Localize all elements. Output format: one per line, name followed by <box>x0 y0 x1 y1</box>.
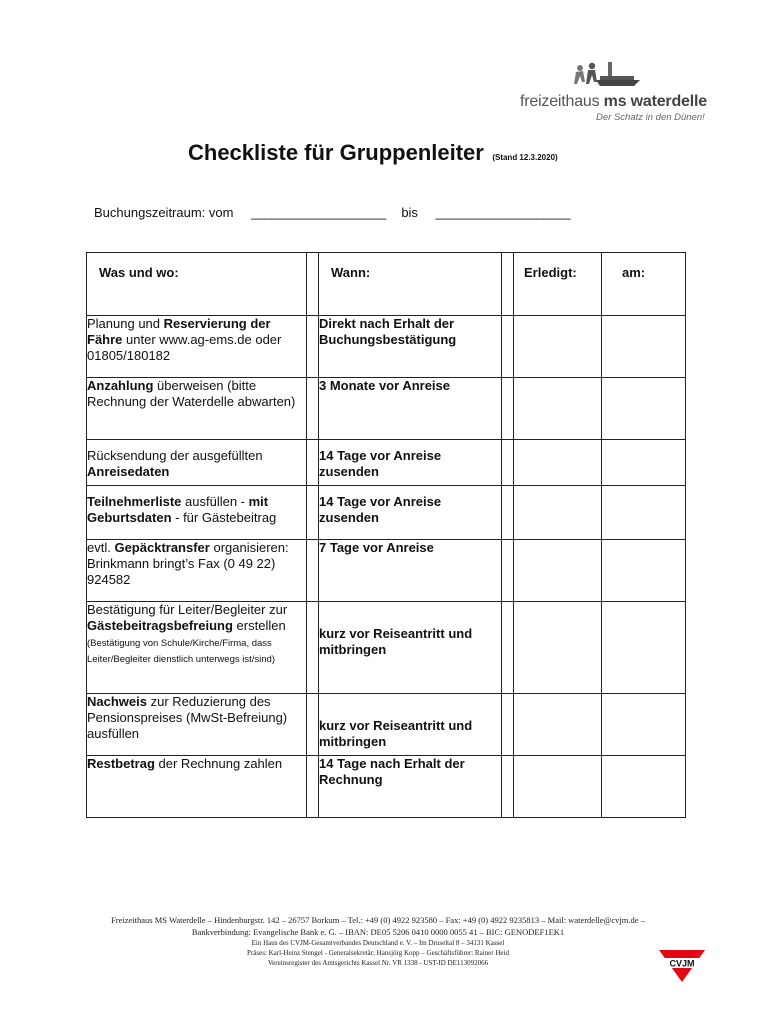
deadline-cell: Direkt nach Erhalt der Buchungsbestätigung <box>319 316 502 378</box>
spacer-cell <box>307 602 319 694</box>
done-checkbox-cell[interactable] <box>514 486 602 540</box>
done-date-cell[interactable] <box>602 756 686 818</box>
table-row <box>87 316 686 378</box>
spacer-cell <box>502 602 514 694</box>
task-cell: Restbetrag der Rechnung zahlen <box>87 756 307 818</box>
footer-board: Präses: Karl-Heinz Stengel - Generalsekretär; Hansjörg Kopp – Geschäftsführer: Rainer Heid <box>247 949 509 957</box>
spacer-cell <box>307 694 319 756</box>
done-date-cell[interactable] <box>602 694 686 756</box>
spacer-cell <box>502 378 514 440</box>
spacer-cell <box>307 316 319 378</box>
task-cell: Rücksendung der ausgefüllten Anreisedaten <box>87 440 307 486</box>
task-cell: Teilnehmerliste ausfüllen - mit Geburtsdaten - für Gästebeitrag <box>87 486 307 540</box>
done-checkbox-cell[interactable] <box>514 602 602 694</box>
table-header-row <box>87 253 686 316</box>
cvjm-logo-text: CVJM <box>669 958 695 969</box>
period-bis-label: bis <box>401 205 418 220</box>
table-body <box>87 316 686 818</box>
brand-tagline: Der Schatz in den Dünen! <box>596 112 705 123</box>
done-checkbox-cell[interactable] <box>514 378 602 440</box>
brand-name: freizeithaus ms waterdelle <box>520 93 707 110</box>
period-label: Buchungszeitraum: vom <box>94 205 234 220</box>
deadline-cell: 14 Tage nach Erhalt der Rechnung <box>319 756 502 818</box>
footer-address: Freizeithaus MS Waterdelle – Hindenburgstr. 142 – 26757 Borkum – Tel.: +49 (0) 4922 923580 – Fax: +49 (0) 4922 9235813 – Mail: waterdelle@cvjm.de – <box>111 915 645 925</box>
spacer-cell <box>502 694 514 756</box>
spacer-cell <box>502 440 514 486</box>
period-from-field[interactable]: ____________________ <box>251 205 386 220</box>
done-date-cell[interactable] <box>602 602 686 694</box>
table-row <box>87 378 686 440</box>
table-row <box>87 602 686 694</box>
done-checkbox-cell[interactable] <box>514 694 602 756</box>
header-when: Wann: <box>319 253 502 316</box>
spacer-cell <box>307 378 319 440</box>
cvjm-logo-icon <box>659 950 705 982</box>
task-cell: Anzahlung überweisen (bitte Rechnung der Waterdelle abwarten) <box>87 378 307 440</box>
task-cell: Bestätigung für Leiter/Begleiter zur Gästebeitragsbefreiung erstellen (Bestätigung von Schule/Kirche/Firma, dass Leiter/Begleiter dienstlich unterwegs ist/sind) <box>87 602 307 694</box>
booking-period <box>94 205 570 220</box>
spacer-cell <box>307 440 319 486</box>
brand-logo <box>520 60 707 130</box>
spacer-cell <box>307 756 319 818</box>
footer <box>78 914 678 968</box>
footer-register: Vereinsregister des Amtsgerichts Kassel Nr. VR 1338 - UST-ID DE113092066 <box>267 959 489 967</box>
done-date-cell[interactable] <box>602 540 686 602</box>
page-title: Checkliste für Gruppenleiter <box>188 140 484 165</box>
spacer-cell <box>307 540 319 602</box>
done-date-cell[interactable] <box>602 378 686 440</box>
spacer-cell <box>307 253 319 316</box>
done-date-cell[interactable] <box>602 486 686 540</box>
done-checkbox-cell[interactable] <box>514 440 602 486</box>
done-checkbox-cell[interactable] <box>514 540 602 602</box>
spacer-cell <box>502 540 514 602</box>
footer-bank: Bankverbindung: Evangelische Bank e. G. – IBAN: DE05 5206 0410 0000 0055 41 – BIC: GENODEF1EK1 <box>191 927 565 937</box>
task-cell: Planung und Reservierung der Fähre unter www.ag-ems.de oder 01805/180182 <box>87 316 307 378</box>
spacer-cell <box>502 253 514 316</box>
header-what: Was und wo: <box>87 253 307 316</box>
deadline-cell: 7 Tage vor Anreise <box>319 540 502 602</box>
spacer-cell <box>307 486 319 540</box>
table-row <box>87 440 686 486</box>
table-row <box>87 540 686 602</box>
stand-date: (Stand 12.3.2020) <box>492 153 558 162</box>
deadline-cell: 14 Tage vor Anreise zusenden <box>319 440 502 486</box>
done-date-cell[interactable] <box>602 316 686 378</box>
task-cell: evtl. Gepäcktransfer organisieren: Brinkmann bringt’s Fax (0 49 22) 924582 <box>87 540 307 602</box>
table-row <box>87 694 686 756</box>
task-cell: Nachweis zur Reduzierung des Pensionspreises (MwSt-Befreiung) ausfüllen <box>87 694 307 756</box>
spacer-cell <box>502 316 514 378</box>
period-to-field[interactable]: ____________________ <box>435 205 571 220</box>
deadline-cell: 3 Monate vor Anreise <box>319 378 502 440</box>
table-row <box>87 756 686 818</box>
header-done: Erledigt: <box>514 253 602 316</box>
ship-people-icon <box>570 60 650 94</box>
done-checkbox-cell[interactable] <box>514 316 602 378</box>
title-row <box>188 140 558 166</box>
done-date-cell[interactable] <box>602 440 686 486</box>
deadline-cell: 14 Tage vor Anreise zusenden <box>319 486 502 540</box>
deadline-cell: kurz vor Reiseantritt und mitbringen <box>319 694 502 756</box>
spacer-cell <box>502 756 514 818</box>
done-checkbox-cell[interactable] <box>514 756 602 818</box>
spacer-cell <box>502 486 514 540</box>
footer-owner: Ein Haus des CVJM-Gesamtverbandes Deutschland e. V. – Im Druseltal 8 – 34131 Kassel <box>251 939 505 947</box>
table-row <box>87 486 686 540</box>
deadline-cell: kurz vor Reiseantritt und mitbringen <box>319 602 502 694</box>
checklist-table <box>86 252 686 818</box>
header-date: am: <box>602 253 686 316</box>
